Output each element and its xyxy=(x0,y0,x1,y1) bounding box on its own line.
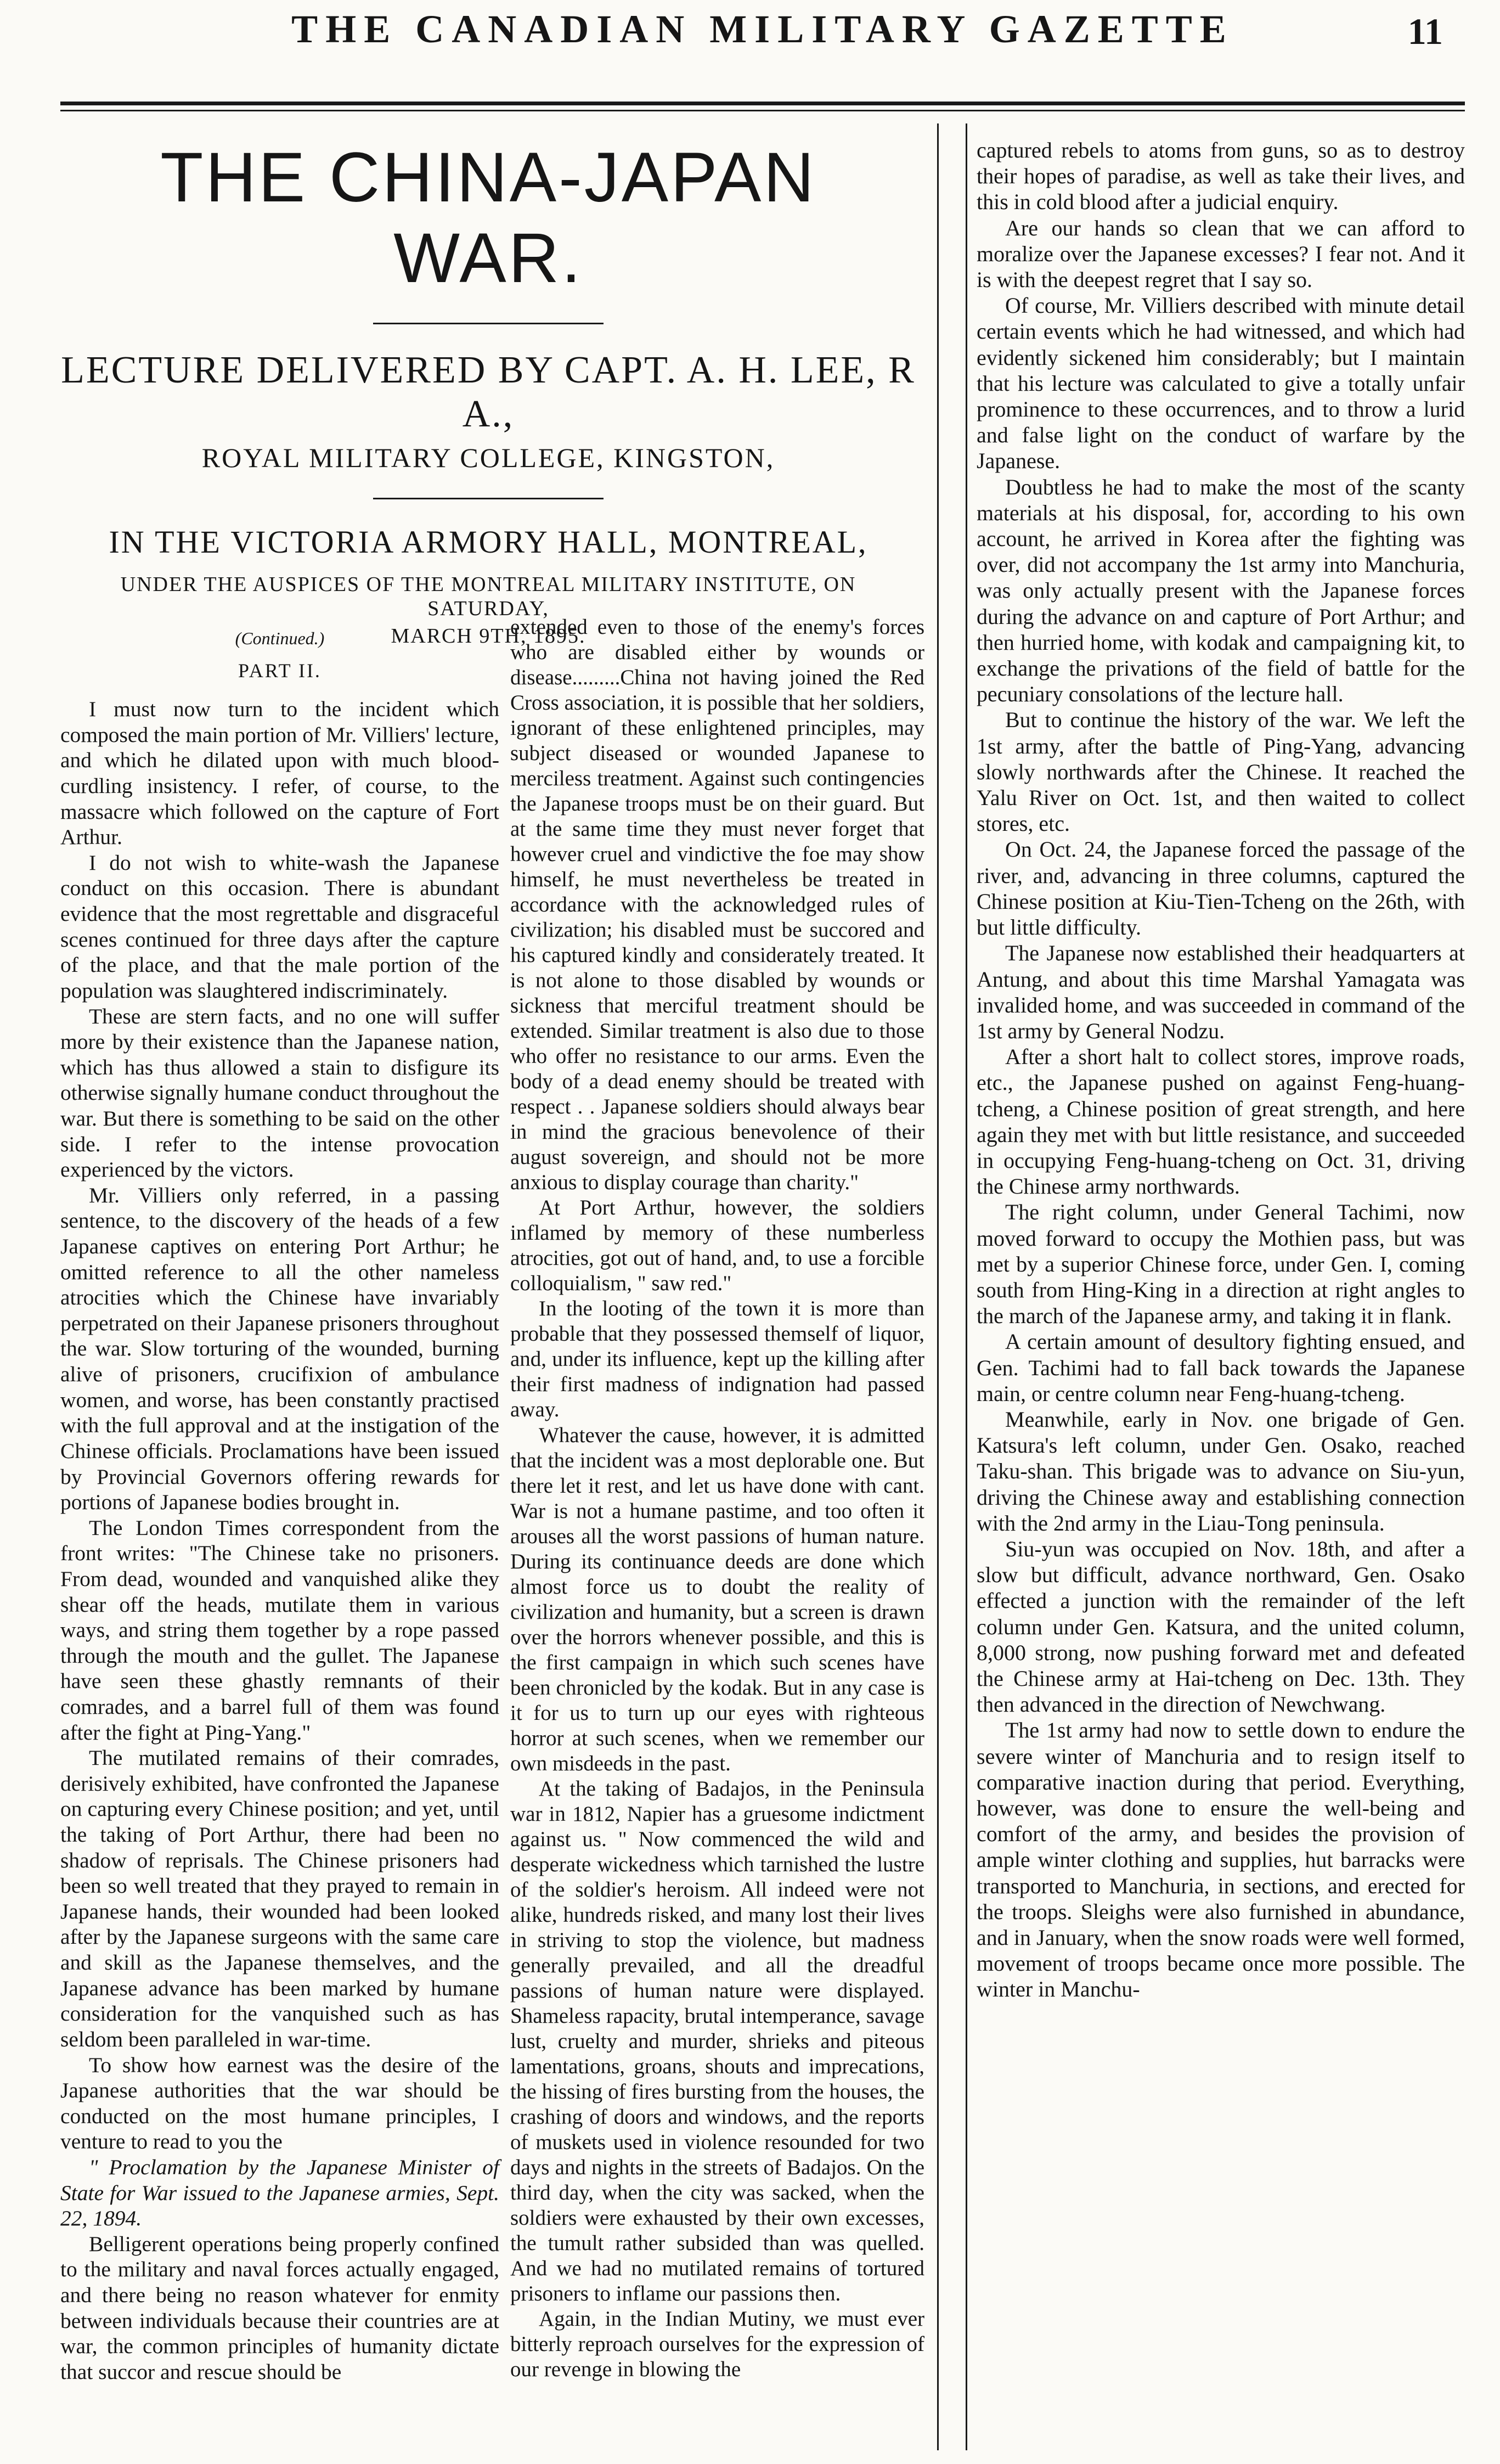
paragraph: Of course, Mr. Villiers described with minute detail certain events which he had witnessed, and which had evidently sickened him considerably; but I maintain that his lecture was calculated to give a totally unfair prominence to these occurrences, and to throw a lurid and false light on the conduct of warfare by the Japanese. xyxy=(977,293,1465,474)
article-header xyxy=(60,132,916,648)
publication-name: THE CANADIAN MILITARY GAZETTE xyxy=(291,7,1234,51)
column-1 xyxy=(60,615,499,2384)
paragraph: The right column, under General Tachimi, now moved forward to occupy the Mothien pass, but was met by a superior Chinese force, under Gen. I, coming south from Hing-King in a direction at right angles to the march of the Japanese army, and taking it in flank. xyxy=(977,1200,1465,1329)
paragraph: Mr. Villiers only referred, in a passing sentence, to the discovery of the heads of a few Japanese captives on entering Port Arthur; he omitted reference to all the other nameless atrocities which the Chinese have invariably perpetrated on their Japanese prisoners throughout the war. Slow torturing of the wounded, burning alive of prisoners, crucifixion of ambulance women, and worse, has been constantly practised with the full approval and at the instigation of the Chinese officials. Proclamations have been issued by Provincial Governors offering rewards for portions of Japanese bodies brought in. xyxy=(60,1183,499,1515)
paragraph: After a short halt to collect stores, improve roads, etc., the Japanese pushed on against Feng-huang-tcheng, a Chinese position of great strength, and here again they met with but little resistance, and succeeded in occupying Feng-huang-tcheng on Oct. 31, driving the Chinese army northwards. xyxy=(977,1044,1465,1199)
paragraph: To show how earnest was the desire of the Japanese authorities that the war should be conducted on the most humane principles, I venture to read to you the xyxy=(60,2052,499,2154)
paragraph: The 1st army had now to settle down to endure the severe winter of Manchuria and to resign itself to comparative inaction during that period. Everything, however, was done to ensure the well-being and comfort of the army, and besides the provision of ample winter clothing and supplies, hut barracks were transported to Manchuria, in sections, and erected for the troops. Sleighs were also furnished in abundance, and in January, when the snow roads were well formed, movement of troops became once more possible. The winter in Manchu- xyxy=(977,1718,1465,2002)
paragraph: A certain amount of desultory fighting ensued, and Gen. Tachimi had to fall back towards the Japanese main, or centre column near Feng-huang-tcheng. xyxy=(977,1329,1465,1406)
paragraph: In the looting of the town it is more than probable that they possessed themself of liquor, and, under its influence, kept up the killing after their first madness of indignation had passed away. xyxy=(510,1297,924,1422)
paragraph: Belligerent operations being properly confined to the military and naval forces actually engaged, and there being no reason whatever for enmity between individuals because their countries are at war, the common principles of humanity dictate that succor and rescue should be xyxy=(60,2231,499,2384)
paragraph: But to continue the history of the war. We left the 1st army, after the battle of Ping-Yang, advancing slowly northwards after the Chinese. It reached the Yalu River on Oct. 1st, and then waited to collect stores, etc. xyxy=(977,707,1465,836)
paragraph: These are stern facts, and no one will suffer more by their existence than the Japanese nation, which has thus allowed a stain to disfigure its otherwise signally humane conduct throughout the war. But there is something to be said on the other side. I refer to the intense provocation experienced by the victors. xyxy=(60,1004,499,1182)
paragraph: The London Times correspondent from the front writes: "The Chinese take no prisoners. From dead, wounded and vanquished alike they shear off the heads, mutilate them in various ways, and string them together by a rope passed through the mouth and the gullet. The Japanese have seen these ghastly remnants of their comrades, and a barrel full of them was found after the fight at Ping-Yang." xyxy=(60,1515,499,1745)
proclamation-title: " Proclamation by the Japanese Minister of State for War issued to the Japanese armies, Sept. 22, 1894. xyxy=(60,2154,499,2231)
paragraph: At Port Arthur, however, the soldiers inflamed by memory of these numberless atrocities, got out of hand, and, to use a forcible colloquialism, " saw red." xyxy=(510,1196,924,1296)
column-rule-left xyxy=(937,123,939,2450)
college-rule xyxy=(373,498,604,499)
paragraph: I must now turn to the incident which composed the main portion of Mr. Villiers' lecture, and which he dilated upon with much blood-curdling insistency. I refer, of course, to the massacre which followed on the capture of Fort Arthur. xyxy=(60,697,499,850)
paragraph: On Oct. 24, the Japanese forced the passage of the river, and, advancing in three columns, captured the Chinese position at Kiu-Tien-Tcheng on the 26th, with but little difficulty. xyxy=(977,837,1465,940)
paragraph: captured rebels to atoms from guns, so as to destroy their hopes of paradise, as well as take their lives, and this in cold blood after a judicial enquiry. xyxy=(977,138,1465,215)
masthead-rule-thin xyxy=(60,110,1465,111)
masthead xyxy=(60,0,1465,102)
paragraph: Whatever the cause, however, it is admitted that the incident was a most deplorable one. But there let it rest, and let us have done with cant. War is not a humane pastime, and too often it arouses all the worst passions of human nature. During its continuance deeds are done which almost force us to doubt the reality of civilization and humanity, but a screen is drawn over the horrors whenever possible, and this is the first campaign in which such scenes have been chronicled by the kodak. But in any case is it for us to turn up our eyes with righteous horror at such scenes, when we remember our own misdeeds in the past. xyxy=(510,1423,924,1775)
paragraph: Siu-yun was occupied on Nov. 18th, and after a slow but difficult, advance northward, Gen. Osako effected a junction with the remainder of the left column under Gen. Katsura, and the united column, 8,000 strong, now pushing forward met and defeated the Chinese army at Hai-tcheng on Dec. 13th. They then advanced in the direction of Newchwang. xyxy=(977,1536,1465,1717)
paragraph: I do not wish to white-wash the Japanese conduct on this occasion. There is abundant evidence that the most regrettable and disgraceful scenes continued for three days after the capture of the place, and that the male portion of the population was slaughtered indiscriminately. xyxy=(60,850,499,1003)
column-3 xyxy=(977,137,1465,2002)
lecture-line: LECTURE DELIVERED BY CAPT. A. H. LEE, R A., xyxy=(61,349,916,435)
paragraph: Again, in the Indian Mutiny, we must ever bitterly reproach ourselves for the expression of our revenge in blowing the xyxy=(510,2307,924,2382)
paragraph: Meanwhile, early in Nov. one brigade of Gen. Katsura's left column, under Gen. Osako, reached Taku-shan. This brigade was to advance on Siu-yun, driving the Chinese away and establishing connection with the 2nd army in the Liau-Tong peninsula. xyxy=(977,1407,1465,1535)
column-2 xyxy=(510,615,924,2382)
paragraph: The Japanese now established their headquarters at Antung, and about this time Marshal Yamagata was invalided home, and was succeeded in command of the 1st army by General Nodzu. xyxy=(977,941,1465,1043)
college-line: ROYAL MILITARY COLLEGE, KINGSTON, xyxy=(201,442,775,473)
title-rule xyxy=(373,323,604,324)
paragraph: Are our hands so clean that we can afford to moralize over the Japanese excesses? I fear not. And it is with the deepest regret that I say so. xyxy=(977,215,1465,292)
page-number: 11 xyxy=(1407,10,1443,52)
continued-label: (Continued.) xyxy=(235,628,325,648)
paragraph: At the taking of Badajos, in the Peninsula war in 1812, Napier has a gruesome indictment against us. " Now commenced the wild and desperate wickedness which tarnished the lustre of the soldier's heroism. All indeed were not alike, hundreds risked, and many lost their lives in striving to stop the violence, but madness generally prevailed, and all the dreadful passions of human nature were displayed. Shameless rapacity, brutal intemperance, savage lust, cruelty and murder, shrieks and piteous lamentations, groans, shouts and imprecations, the hissing of fires bursting from the houses, the crashing of doors and windows, and the reports of muskets used in violence resounded for two days and nights in the streets of Badajos. On the third day, when the city was sacked, when the soldiers were exhausted by their own excesses, the tumult rather subsided than was quelled. And we had no mutilated remains of tortured prisoners to inflame our passions then. xyxy=(510,1776,924,2306)
hall-line: IN THE VICTORIA ARMORY HALL, MONTREAL, xyxy=(109,524,868,560)
article-title: THE CHINA-JAPAN WAR. xyxy=(160,138,816,297)
auspices-line: UNDER THE AUSPICES OF THE MONTREAL MILITARY INSTITUTE, ON SATURDAY, xyxy=(120,573,856,620)
paragraph: extended even to those of the enemy's forces who are disabled either by wounds or disease.........China not having joined the Red Cross association, it is possible that her soldiers, ignorant of these enlightened principles, may subject diseased or wounded Japanese to merciless treatment. Against such contingencies the Japanese troops must be on their guard. But at the same time they must never forget that however cruel and vindictive the foe may show himself, he must nevertheless be treated in accordance with the acknowledged rules of civilization; his disabled must be succored and his captured kindly and considerately treated. It is not alone to those disabled by wounds or sickness that merciful treatment should be extended. Similar treatment is also due to those who offer no resistance to our arms. Even the body of a dead enemy should be treated with respect . . Japanese soldiers should always bear in mind the gracious benevolence of their august sovereign, and should not be more anxious to display courage than charity." xyxy=(510,615,925,1195)
column-rule-right xyxy=(966,123,967,2450)
paragraph: Doubtless he had to make the most of the scanty materials at his disposal, for, according to his own account, he arrived in Korea after the fighting was over, did not accompany the 1st army into Manchuria, was only actually present with the Japanese forces during the advance on and capture of Port Arthur; and then hurried home, with kodak and campaigning kit, to exchange the privations of the field of battle for the pecuniary consolations of the lecture hall. xyxy=(977,474,1465,707)
date-line: MARCH 9TH, 1895. xyxy=(391,625,586,648)
paragraph: The mutilated remains of their comrades, derisively exhibited, have confronted the Japanese on capturing every Chinese position; and yet, until the taking of Port Arthur, there had been no shadow of reprisals. The Chinese prisoners had been so well treated that they prayed to remain in Japanese hands, their wounded had been looked after by the Japanese surgeons with the same care and skill as the Japanese themselves, and the Japanese advance has been marked by humane consideration for the vanquished such as has seldom been paralleled in war-time. xyxy=(60,1746,499,2051)
masthead-rule xyxy=(60,102,1465,105)
part-label: PART II. xyxy=(238,659,322,682)
